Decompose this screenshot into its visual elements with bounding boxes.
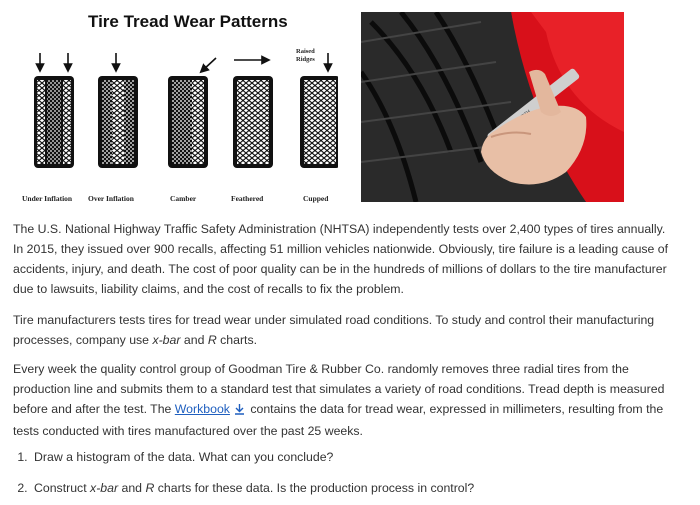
tread-pattern-illustration <box>18 8 338 198</box>
tread-gauge-photo <box>361 12 624 202</box>
figure-title: Tire Tread Wear Patterns <box>88 12 288 31</box>
raised-ridges-label-1: Raised <box>296 48 315 55</box>
label-feathered: Feathered <box>231 194 264 203</box>
paragraph-goodman: Every week the quality control group of Goodman Tire & Rubber Co. randomly removes three radial tires from the production line and submits them to a standard test that simulates a variety of road conditions. Tread depth is measured before and after the test. The Workbook contains the data for tread wear, expressed in millimeters, resulting from the tests conducted with tires manufactured over the past 25 weeks. <box>13 362 665 438</box>
label-over-inflation: Over Inflation <box>88 194 134 203</box>
xbar-term: x-bar <box>152 333 181 347</box>
workbook-link[interactable]: Workbook <box>174 402 230 416</box>
tire-feathered <box>233 60 273 168</box>
raised-ridges-label-2: Ridges <box>296 56 315 63</box>
tire-under-inflation <box>34 53 74 168</box>
r-term: R <box>207 333 217 347</box>
question-list <box>13 447 673 498</box>
download-icon[interactable] <box>234 401 245 421</box>
tread-wear-figure <box>18 8 338 203</box>
tire-cupped <box>300 53 338 168</box>
question-1: 1. Draw a histogram of the data. What can you conclude? <box>31 447 673 467</box>
label-under-inflation: Under Inflation <box>22 194 73 203</box>
label-camber: Camber <box>170 194 197 203</box>
label-cupped: Cupped <box>303 194 329 203</box>
paragraph-nhtsa: The U.S. National Highway Traffic Safety Administration (NHTSA) independently tests over 2,400 types of tires annually. In 2015, they issued over 900 recalls, affecting 51 million vehicles nationwide. Obviously, tire failure is a leading cause of accidents, injury, and death. The cost of poor quality can be in the hundreds of millions of dollars to the tire manufacturer due to lawsuits, liability claims, and the cost of recalls to fix the problem. <box>13 222 669 296</box>
question-2: 2. Construct x-bar and R charts for these data. Is the production process in control? <box>31 478 673 498</box>
tire-over-inflation <box>98 53 138 168</box>
tire-camber <box>168 58 216 168</box>
paragraph-manufacturers: Tire manufacturers tests tires for tread wear under simulated road conditions. To study and control their manufacturing processes, company use x-bar and R charts. <box>13 313 655 347</box>
